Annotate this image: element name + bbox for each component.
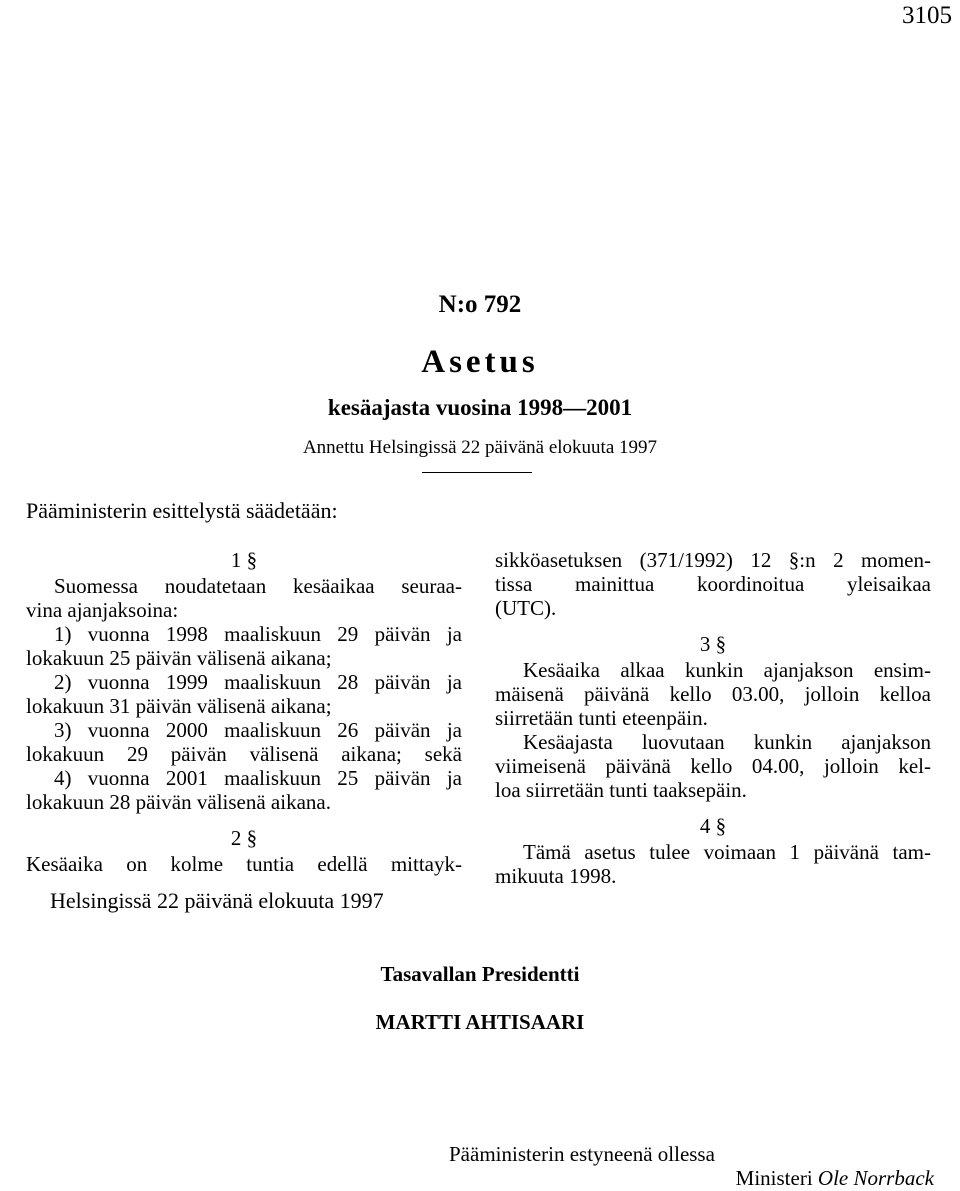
section-1-line: lokakuun 25 päivän välisenä aikana; xyxy=(26,646,332,670)
section-2-line: (UTC). xyxy=(495,596,557,620)
section-3-line: Kesäaika alkaa kunkin ajanjakson ensim- xyxy=(523,658,931,682)
section-4-line: mikuuta 1998. xyxy=(495,864,617,888)
section-3-heading: 3 § xyxy=(699,632,727,656)
issue-date-line: Annettu Helsingissä 22 päivänä elokuuta 1997 xyxy=(302,437,658,458)
section-2-line: Kesäaika on kolme tuntia edellä mittayk- xyxy=(26,852,462,876)
section-1-line: 2) vuonna 1999 maaliskuun 28 päivän ja xyxy=(54,670,462,694)
section-4-line: Tämä asetus tulee voimaan 1 päivänä tam- xyxy=(523,840,931,864)
minister-title: Ministeri xyxy=(735,1166,813,1190)
signing-place-date: Helsingissä 22 päivänä elokuuta 1997 xyxy=(50,888,384,913)
section-1-line: vina ajanjaksoina: xyxy=(26,598,179,622)
introduction-line: Pääministerin esittelystä säädetään: xyxy=(26,498,338,523)
section-1-heading: 1 § xyxy=(230,548,258,572)
section-3-line: siirretään tunti eteenpäin. xyxy=(495,706,708,730)
section-1-line: lokakuun 28 päivän välisenä aikana. xyxy=(26,790,331,814)
section-3-line: viimeisenä päivänä kello 04.00, jolloin kel- xyxy=(495,754,931,778)
section-3-line: mäisenä päivänä kello 03.00, jolloin kelloa xyxy=(495,682,931,706)
section-2-heading: 2 § xyxy=(230,826,258,850)
header-divider xyxy=(422,472,532,473)
section-3-line: Kesäajasta luovutaan kunkin ajanjakson xyxy=(523,730,931,754)
section-2-line: sikköasetuksen (371/1992) 12 §:n 2 momen- xyxy=(495,548,931,572)
page-number: 3105 xyxy=(902,2,952,29)
president-title: Tasavallan Presidentti xyxy=(380,962,580,986)
section-1-line: Suomessa noudatetaan kesäaikaa seuraa- xyxy=(54,574,462,598)
document-number: N:o 792 xyxy=(438,291,522,318)
right-column xyxy=(495,548,931,888)
section-4-heading: 4 § xyxy=(699,814,727,838)
minister-capacity-phrase: Pääministerin estyneenä ollessa xyxy=(449,1142,715,1166)
section-1-line: 1) vuonna 1998 maaliskuun 29 päivän ja xyxy=(54,622,462,646)
minister-name: Ole Norrback xyxy=(817,1166,934,1190)
president-name: MARTTI AHTISAARI xyxy=(375,1010,585,1034)
document-subject: kesäajasta vuosina 1998—2001 xyxy=(327,395,633,420)
section-3-line: loa siirretään tunti taaksepäin. xyxy=(495,778,747,802)
minister-signature-line xyxy=(736,1166,934,1191)
section-2-line: tissa mainittua koordinoitua yleisaikaa xyxy=(495,572,931,596)
document-type-title: Asetus xyxy=(421,344,539,380)
section-1-line: lokakuun 29 päivän välisenä aikana; sekä xyxy=(26,742,462,766)
section-1-line: lokakuun 31 päivän välisenä aikana; xyxy=(26,694,332,718)
left-column xyxy=(26,548,462,876)
section-1-line: 3) vuonna 2000 maaliskuun 26 päivän ja xyxy=(54,718,462,742)
section-1-line: 4) vuonna 2001 maaliskuun 25 päivän ja xyxy=(54,766,462,790)
